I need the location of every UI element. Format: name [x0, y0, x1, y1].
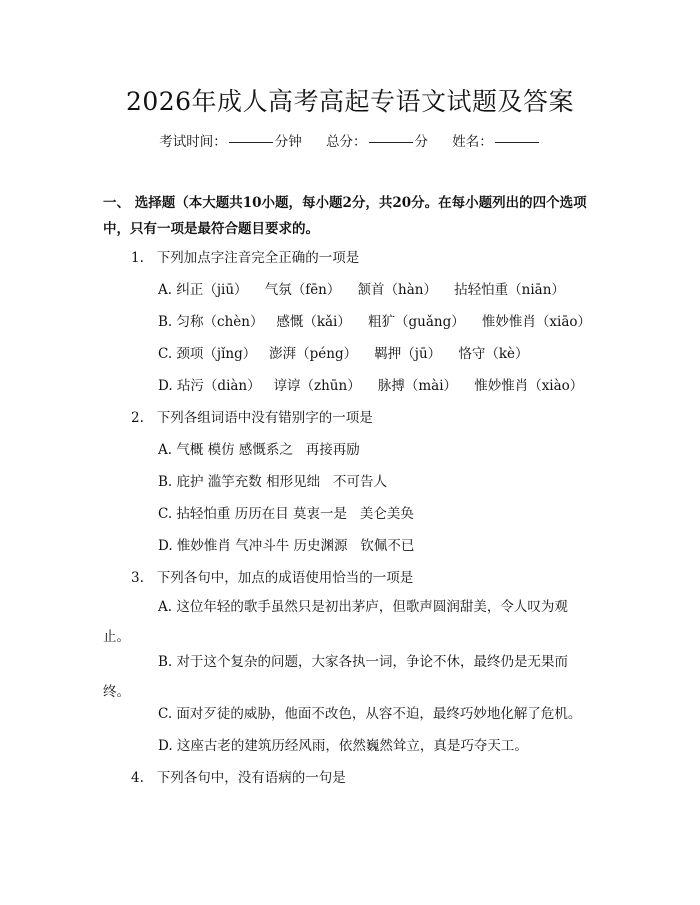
exam-score [326, 134, 428, 150]
section-heading: 一、 选择题（本大题共10小题，每小题2分，共20分。在每小题列出的四个选项中，只有一项是最符合题目要求的。 [103, 195, 587, 237]
score-unit: 分 [414, 134, 428, 150]
exam-time [159, 134, 302, 150]
page-title: 2026年成人高考高起专语文试题及答案 [125, 87, 575, 116]
exam-meta-line [0, 130, 700, 150]
question-stem: 下列各句中，加点的成语使用恰当的一项是 [156, 570, 414, 586]
question-3-option-c: C. 面对歹徒的威胁，他面不改色，从容不迫，最终巧妙地化解了危机。 [158, 706, 582, 722]
question-1-option-d: D. 玷污（diàn） 谆谆（zhūn） 脉搏（mài） 惟妙惟肖（xiào） [158, 378, 584, 394]
question-3-option-b: B. 对于这个复杂的问题，大家各执一词，争论不休，最终仍是无果而终。 [103, 654, 569, 700]
question-number: 3. [131, 570, 144, 586]
question-2-option-b: B. 庇护 滥竽充数 相形见绌 不可告人 [158, 474, 387, 490]
time-unit: 分钟 [274, 134, 302, 150]
question-stem: 下列加点字注音完全正确的一项是 [156, 250, 360, 266]
question-4 [131, 766, 346, 786]
score-blank [369, 142, 413, 143]
question-number: 4. [131, 770, 144, 786]
time-blank [229, 142, 273, 143]
question-1-option-a: A. 纠正（jiū） 气氛（fēn） 颔首（hàn） 拈轻怕重（niān） [158, 282, 565, 298]
question-2-option-c: C. 拈轻怕重 历历在目 莫衷一是 美仑美奂 [158, 506, 414, 522]
name-blank [495, 142, 539, 143]
question-1-option-b: B. 匀称（chèn） 感慨（kǎi） 粗犷（guǎng） 惟妙惟肖（xiāo） [158, 314, 592, 330]
exam-name [452, 134, 541, 150]
question-stem: 下列各句中，没有语病的一句是 [156, 770, 346, 786]
question-number: 2. [131, 410, 144, 426]
question-number: 1. [131, 250, 144, 266]
question-3 [131, 566, 413, 586]
question-stem: 下列各组词语中没有错别字的一项是 [156, 410, 373, 426]
question-1 [131, 246, 359, 266]
score-label: 总分： [326, 134, 367, 150]
name-label: 姓名： [452, 134, 493, 150]
question-3-option-a: A. 这位年轻的歌手虽然只是初出茅庐，但歌声圆润甜美，令人叹为观止。 [103, 599, 568, 645]
question-2 [131, 406, 373, 426]
question-3-option-d: D. 这座古老的建筑历经风雨，依然巍然耸立，真是巧夺天工。 [158, 738, 528, 754]
question-1-option-c: C. 颈项（jǐng） 澎湃（péng） 羁押（jū） 恪守（kè） [158, 346, 529, 362]
question-2-option-d: D. 惟妙惟肖 气冲斗牛 历史渊源 钦佩不已 [158, 538, 415, 554]
question-2-option-a: A. 气概 模仿 感慨系之 再接再励 [158, 442, 360, 458]
time-label: 考试时间： [159, 134, 227, 150]
